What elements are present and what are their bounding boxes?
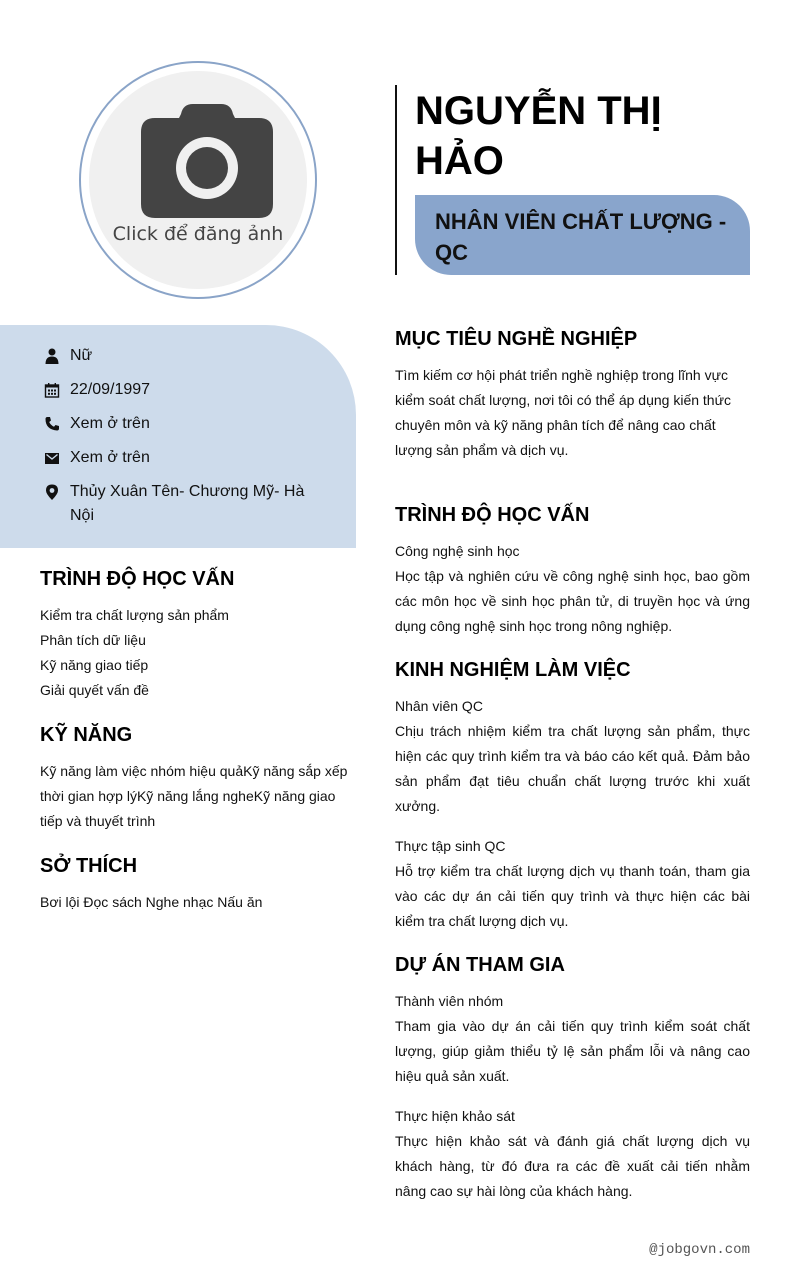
entry-description: Hỗ trợ kiểm tra chất lượng dịch vụ thanh toán, tham gia vào các dự án cải tiến quy trình và thực hiện các bài kiểm tra chất lượng dịch vụ.: [395, 863, 750, 929]
experience-entry: [395, 834, 750, 934]
entry-description: Học tập và nghiên cứu về công nghệ sinh học, bao gồm các môn học về sinh học phân tử, di truyền học và ứng dụng công nghệ sinh học trong nông nghiệp.: [395, 568, 750, 634]
entry-title: Công nghệ sinh học: [395, 543, 520, 559]
education-entry: [395, 539, 750, 639]
avatar-upload[interactable]: [79, 61, 317, 299]
location-pin-icon: [42, 480, 62, 504]
entry-title: Thực tập sinh QC: [395, 838, 506, 854]
gender-value: Nữ: [70, 347, 93, 364]
section-title: TRÌNH ĐỘ HỌC VẤN: [395, 504, 590, 526]
hobbies-text: Bơi lội Đọc sách Nghe nhạc Nấu ăn: [40, 894, 263, 910]
phone-icon: [42, 412, 62, 436]
project-entry: [395, 989, 750, 1089]
entry-title: Thực hiện khảo sát: [395, 1108, 515, 1124]
camera-icon: [141, 104, 273, 218]
entry-description: Tham gia vào dự án cải tiến quy trình kiểm soát chất lượng, giúp giảm thiểu tỷ lệ sản phẩm lỗi và nâng cao hiệu quả sản xuất.: [395, 1018, 750, 1084]
address-value: Thủy Xuân Tên- Chương Mỹ- Hà Nội: [70, 483, 305, 524]
avatar-placeholder: [89, 71, 307, 289]
left-education-section: [40, 565, 358, 703]
objective-section: [395, 325, 750, 463]
experience-entry: [395, 694, 750, 819]
section-title: SỞ THÍCH: [40, 855, 138, 877]
skills-text: Kỹ năng làm việc nhóm hiệu quảKỹ năng sắp xếp thời gian hợp lýKỹ năng lắng ngheKỹ năng giao tiếp và thuyết trình: [40, 763, 348, 829]
contact-address: [42, 480, 312, 528]
section-title: KỸ NĂNG: [40, 724, 133, 746]
contact-birthdate: [42, 378, 312, 402]
contact-gender: [42, 344, 312, 368]
email-value: Xem ở trên: [70, 449, 150, 466]
person-icon: [42, 344, 62, 368]
email-icon: [42, 446, 62, 470]
list-item: Kiểm tra chất lượng sản phẩm: [40, 607, 229, 623]
list-item: Kỹ năng giao tiếp: [40, 657, 149, 673]
job-title-box: [415, 195, 750, 275]
job-title: NHÂN VIÊN CHẤT LƯỢNG - QC: [435, 209, 727, 265]
left-column: [40, 565, 358, 933]
avatar-upload-label: Click để đăng ảnh: [112, 223, 284, 245]
section-title: TRÌNH ĐỘ HỌC VẤN: [40, 568, 235, 590]
objective-text: Tìm kiếm cơ hội phát triển nghề nghiệp trong lĩnh vực kiểm soát chất lượng, nơi tôi có thể áp dụng kiến thức chuyên môn và kỹ năng phân tích để nâng cao chất lượng sản phẩm và dịch vụ.: [395, 367, 731, 458]
section-title: MỤC TIÊU NGHỀ NGHIỆP: [395, 328, 638, 350]
section-title: DỰ ÁN THAM GIA: [395, 954, 565, 976]
entry-description: Chịu trách nhiệm kiểm tra chất lượng sản phẩm, thực hiện các quy trình kiểm tra và báo cáo kết quả. Đảm bảo sản phẩm đạt tiêu chuẩn chất lượng trước khi xuất xưởng.: [395, 723, 750, 814]
calendar-icon: [42, 378, 62, 402]
right-education-section: [395, 501, 750, 654]
watermark: @jobgovn.com: [649, 1242, 750, 1258]
contact-phone: [42, 412, 312, 436]
phone-value: Xem ở trên: [70, 415, 150, 432]
section-title: KINH NGHIỆM LÀM VIỆC: [395, 659, 631, 681]
entry-title: Nhân viên QC: [395, 698, 483, 714]
contact-email: [42, 446, 312, 470]
list-item: Giải quyết vấn đề: [40, 682, 149, 698]
projects-section: [395, 951, 750, 1219]
name-divider: [395, 85, 397, 275]
birthdate-value: 22/09/1997: [70, 381, 151, 398]
list-item: Phân tích dữ liệu: [40, 632, 146, 648]
entry-description: Thực hiện khảo sát và đánh giá chất lượng dịch vụ khách hàng, từ đó đưa ra các đề xuất cải tiến nhằm nâng cao sự hài lòng của khách hàng.: [395, 1133, 750, 1199]
experience-section: [395, 656, 750, 949]
skills-section: [40, 721, 358, 834]
project-entry: [395, 1104, 750, 1204]
candidate-name: NGUYỄN THỊ HẢO: [415, 89, 662, 183]
hobbies-section: [40, 852, 358, 915]
entry-title: Thành viên nhóm: [395, 993, 504, 1009]
